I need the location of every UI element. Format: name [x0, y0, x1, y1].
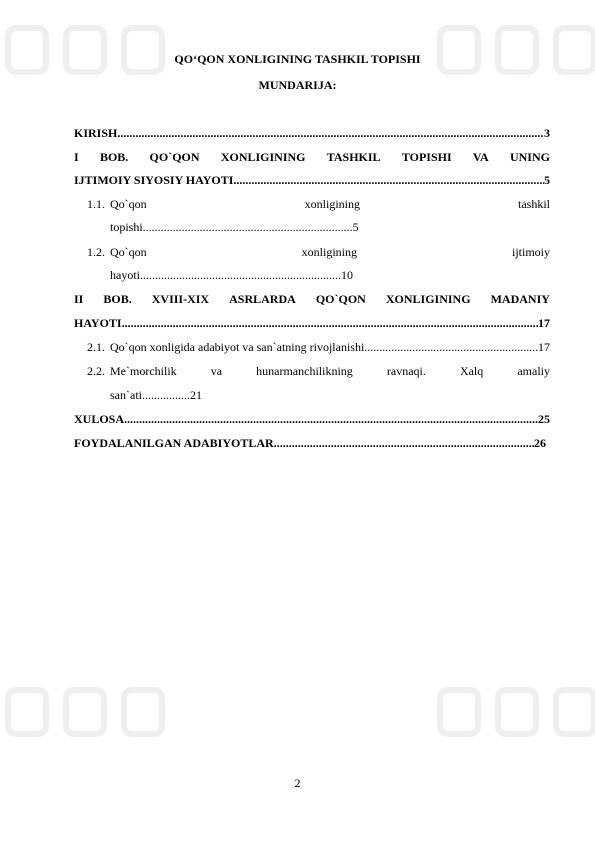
toc-word: BOB. [103, 292, 132, 306]
toc-word: XVIII-XIX [151, 292, 210, 306]
toc-word: Qo`qon [110, 197, 147, 211]
toc-word: MADANIY [490, 292, 550, 306]
toc-word: xonligining [301, 245, 357, 259]
toc-word: UNING [509, 150, 550, 164]
toc-entry-label: hayoti [110, 268, 140, 282]
toc-entry-kirish[interactable] [74, 126, 550, 140]
toc-word: QO`QON [315, 292, 366, 306]
toc-entry-label: Qo`qon xonligida adabiyot va san`atning rivojlanishi [110, 340, 365, 354]
toc-entry-xulosa[interactable] [74, 412, 550, 426]
toc-entry-page: 17 [538, 340, 550, 354]
toc-entry-page: 26 [534, 436, 546, 450]
toc-leader-dots [233, 173, 544, 187]
toc-word: tashkil [517, 197, 550, 211]
toc-leader-dots [364, 340, 538, 354]
toc-word: Xalq [459, 364, 484, 378]
toc-leader-dots [124, 412, 538, 426]
toc-entry-page: 5 [544, 173, 550, 187]
toc-word: va [210, 364, 223, 378]
toc-leader-dots: ................................................................... [140, 268, 341, 282]
toc-section-number: 2.1. [87, 340, 105, 354]
toc-leader-dots [274, 436, 534, 450]
toc-entry-page: 17 [538, 316, 550, 330]
toc-leader-dots [117, 126, 544, 140]
toc-word: ravnaqi. [386, 364, 426, 378]
toc-word: QO`QON [149, 150, 200, 164]
toc-entry-page: 10 [341, 268, 353, 282]
toc-entry-label: san`ati [110, 388, 142, 402]
toc-word: VA [472, 150, 489, 164]
toc-entry-bob2-line1[interactable] [74, 292, 550, 306]
toc-entry-adabiyotlar[interactable] [74, 436, 546, 450]
toc-entry-page: 25 [538, 412, 550, 426]
toc-entry-page: 21 [190, 388, 202, 402]
toc-entry-page: 5 [352, 220, 359, 234]
toc-entry-label: IJTIMOIY SIYOSIY HAYOTI [74, 173, 234, 187]
toc-entry-1-2-line1[interactable] [110, 245, 550, 259]
toc-entry-1-1-line1[interactable] [110, 197, 550, 211]
toc-word: amaliy [517, 364, 550, 378]
toc-word: XONLIGINING [220, 150, 306, 164]
toc-entry-label: FOYDALANILGAN ADABIYOTLAR [74, 436, 274, 450]
toc-leader-dots: ...................................................................... [142, 220, 353, 234]
toc-word: xonligining [304, 197, 360, 211]
toc-word: XONLIGINING [385, 292, 471, 306]
toc-entry-2-2-line1[interactable] [110, 364, 550, 378]
toc-entry-bob2-line2[interactable] [74, 316, 550, 330]
toc-word: I [74, 150, 79, 164]
toc-entry-2-2-line2[interactable] [110, 388, 550, 402]
toc-word: ASRLARDA [229, 292, 296, 306]
toc-word: Me`morchilik [110, 364, 177, 378]
toc-word: Qo`qon [110, 245, 147, 259]
toc-entry-label: HAYOTI [74, 316, 122, 330]
toc-entry-page: 3 [544, 126, 550, 140]
toc-entry-1-1-line2[interactable] [110, 220, 550, 234]
toc-section-number: 2.2. [87, 364, 105, 378]
toc-word: BOB. [99, 150, 129, 164]
toc-entry-bob1-line1[interactable] [74, 150, 550, 164]
toc-section-number: 1.1. [87, 197, 105, 211]
toc-word: TASHKIL [326, 150, 381, 164]
toc-entry-2-1[interactable] [110, 340, 550, 354]
toc-leader-dots: ................ [142, 388, 190, 402]
toc-entry-bob1-line2[interactable] [74, 173, 550, 187]
toc-leader-dots [122, 316, 538, 330]
page-number: 2 [294, 776, 301, 790]
toc-entry-label: topishi [110, 220, 143, 234]
toc-entry-label: KIRISH [74, 126, 118, 140]
toc-word: TOPISHI [401, 150, 452, 164]
document-subtitle: MUNDARIJA: [258, 78, 337, 92]
toc-entry-1-2-line2[interactable] [110, 268, 550, 282]
toc-word: II [74, 292, 84, 306]
toc-word: ijtimoiy [511, 245, 550, 259]
toc-entry-label: XULOSA [74, 412, 125, 426]
document-title: QO‘QON XONLIGINING TASHKIL TOPISHI [174, 52, 421, 66]
toc-section-number: 1.2. [87, 245, 105, 259]
toc-word: hunarmanchilikning [256, 364, 353, 378]
